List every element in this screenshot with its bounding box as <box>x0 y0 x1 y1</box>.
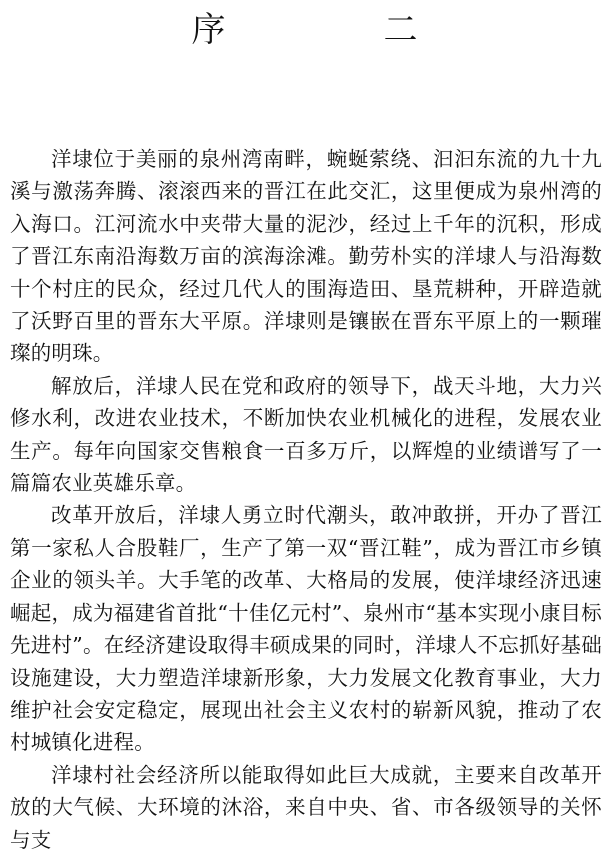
paragraph-2: 解放后，洋埭人民在党和政府的领导下，战天斗地，大力兴修水利，改进农业技术，不断加快农业机械化的进程，发展农业生产。每年向国家交售粮食一百多万斤，以辉煌的业绩谱写了一篇篇农业英雄乐章。 <box>10 373 602 496</box>
paragraph-3: 改革开放后，洋埭人勇立时代潮头，敢冲敢拼，开办了晋江第一家私人合股鞋厂，生产了第一双“晋江鞋”，成为晋江市乡镇企业的领头羊。大手笔的改革、大格局的发展，使洋埭经济迅速崛起，成为福建省首批“十佳亿元村”、泉州市“基本实现小康目标先进村”。在经济建设取得丰硕成果的同时，洋埭人不忘抓好基础设施建设，大力塑造洋埭新形象，大力发展文化教育事业，大力维护社会安定稳定，展现出社会主义农村的崭新风貌，推动了农村城镇化进程。 <box>10 503 602 755</box>
paragraph-4: 洋埭村社会经济所以能取得如此巨大成就，主要来自改革开放的大气候、大环境的沐浴，来自中央、省、市各级领导的关怀与支 <box>10 762 602 852</box>
preface-body <box>10 143 602 856</box>
paragraph-1: 洋埭位于美丽的泉州湾南畔，蜿蜒萦绕、汩汩东流的九十九溪与激荡奔腾、滚滚西来的晋江在此交汇，这里便成为泉州湾的入海口。江河流水中夹带大量的泥沙，经过上千年的沉积，形成了晋江东南沿海数万亩的滨海涂滩。勤劳朴实的洋埭人与沿海数十个村庄的民众，经过几代人的围海造田、垦荒耕种，开辟造就了沃野百里的晋东大平原。洋埭则是镶嵌在晋东平原上的一颗璀璨的明珠。 <box>10 147 602 366</box>
page-title: 序 二 <box>191 10 480 50</box>
